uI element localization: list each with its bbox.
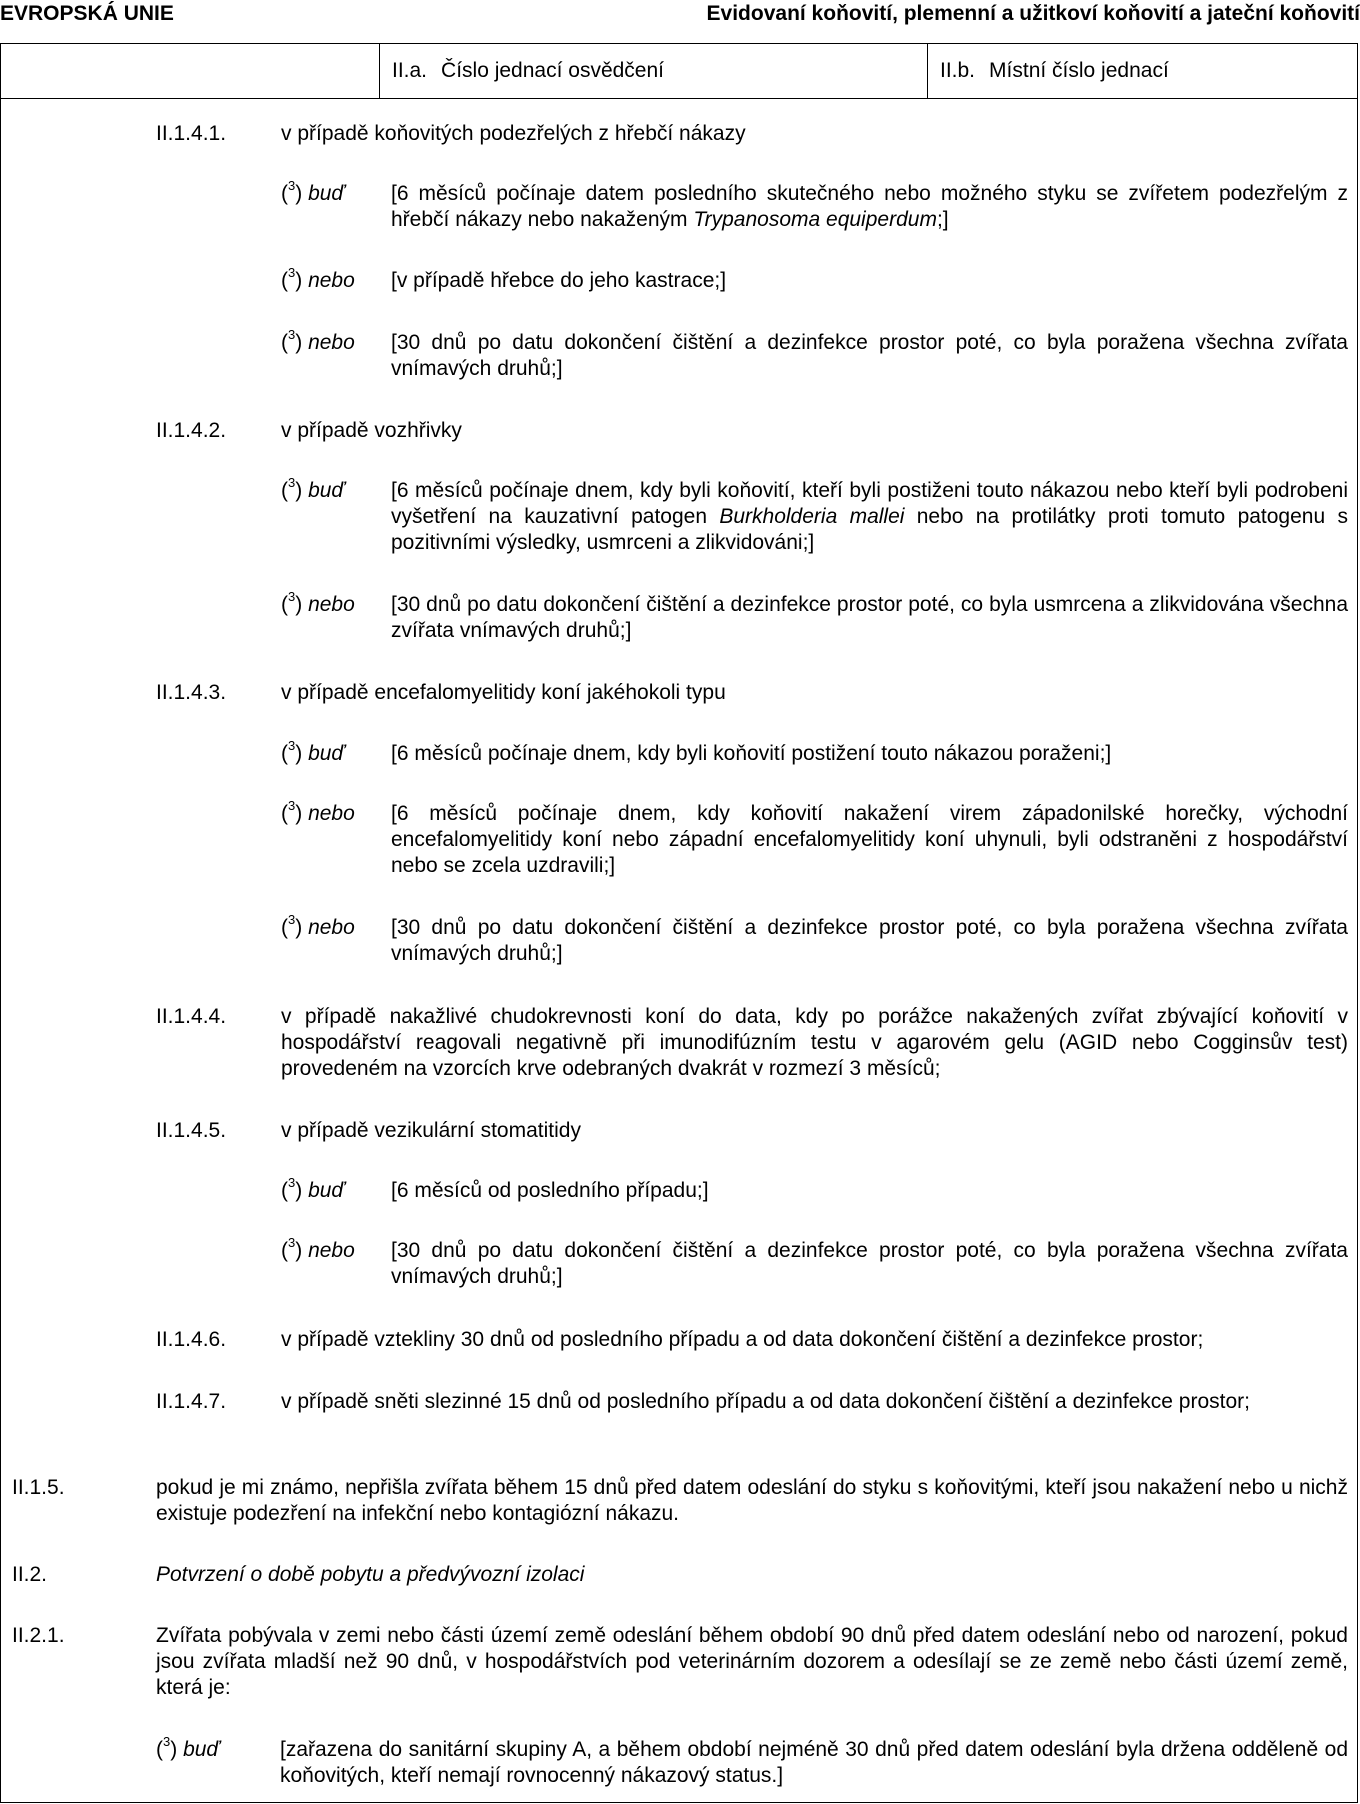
section-number: II.1.4.7. xyxy=(156,1390,227,1413)
option-marker: ($^3$) nebo xyxy=(281,798,355,825)
option-text: [30 dnů po datu dokončení čištění a dezinfekce prostor poté, co byla poražena všechna zvířata vnímavých druhů;] xyxy=(391,916,1348,965)
section-title: v případě vezikulární stomatitidy xyxy=(281,1119,581,1142)
option-text: [30 dnů po datu dokončení čištění a dezinfekce prostor poté, co byla usmrcena a zlikvidována všechna zvířata vnímavých druhů;] xyxy=(391,593,1348,642)
section-number: II.1.4.6. xyxy=(156,1328,227,1351)
option-text: [6 měsíců počínaje dnem, kdy byli koňovití postižení touto nákazou poraženi;] xyxy=(391,742,1112,765)
section-text: pokud je mi známo, nepřišla zvířata během 15 dnů před datem odeslání do styku s koňovitými, kteří jsou nakažení nebo u nichž existuje podezření na infekční nebo kontagiózní nákazu. xyxy=(156,1476,1348,1525)
option-marker: ($^3$) buď xyxy=(156,1734,220,1761)
section-text: v případě vztekliny 30 dnů od posledního případu a od data dokončení čištění a dezinfekce prostor; xyxy=(281,1328,1204,1351)
header-right: Evidovaní koňovití, plemenní a užitkoví koňovití a jateční koňovití xyxy=(706,2,1360,25)
option-text: [6 měsíců počínaje dnem, kdy byli koňovití, kteří byli postiženi touto nákazou nebo kteří byli podrobeni vyšetření na kauzativní patogen Burkholderia mallei nebo na protilátky proti tomuto patogenu s pozitivními výsledky, usmrceni a zlikvidováni;] xyxy=(391,479,1348,554)
option-marker: ($^3$) buď xyxy=(281,738,345,765)
option-text: [v případě hřebce do jeho kastrace;] xyxy=(391,269,727,292)
option-text: [30 dnů po datu dokončení čištění a dezinfekce prostor poté, co byla poražena všechna zvířata vnímavých druhů;] xyxy=(391,1239,1348,1288)
option-marker: ($^3$) nebo xyxy=(281,327,355,354)
reference-row xyxy=(1,44,1357,99)
section-number: II.1.5. xyxy=(12,1476,65,1499)
section-number: II.1.4.3. xyxy=(156,681,227,704)
section-title: v případě encefalomyelitidy koní jakéhokoli typu xyxy=(281,681,726,704)
section-number: II.1.4.5. xyxy=(156,1119,227,1142)
ref-b-label: II.b. xyxy=(940,59,976,82)
ref-b-text: Místní číslo jednací xyxy=(989,59,1169,82)
option-text: [6 měsíců od posledního případu;] xyxy=(391,1179,709,1202)
option-marker: ($^3$) nebo xyxy=(281,912,355,939)
section-number: II.2.1. xyxy=(12,1624,65,1647)
section-text: v případě nakažlivé chudokrevnosti koní do data, kdy po porážce nakažených zvířat zbývající koňovití v hospodářství reagovali negativně při imunodifúzním testu v agarovém gelu (AGID nebo Cogginsův test) provedeném na vzorcích krve odebraných dvakrát v rozmezí 3 měsíců; xyxy=(281,1005,1348,1080)
section-text: Zvířata pobývala v zemi nebo části území země odeslání během období 90 dnů před datem odeslání nebo od narození, pokud jsou zvířata mladší než 90 dnů, v hospodářstvích pod veterinárním dozorem a odesílají se ze země nebo části území země, která je: xyxy=(156,1624,1348,1699)
section-number: II.1.4.1. xyxy=(156,122,227,145)
option-text: [zařazena do sanitární skupiny A, a během období nejméně 30 dnů před datem odeslání byla držena odděleně od koňovitých, kteří nemají rovnocenný nákazový status.] xyxy=(280,1738,1348,1787)
option-marker: ($^3$) nebo xyxy=(281,1235,355,1262)
ref-a-text: Číslo jednací osvědčení xyxy=(441,59,664,82)
section-title: v případě vozhřivky xyxy=(281,419,462,442)
section-text: v případě sněti slezinné 15 dnů od posledního případu a od data dokončení čištění a dezinfekce prostor; xyxy=(281,1390,1250,1413)
option-text: [6 měsíců počínaje datem posledního skutečného nebo možného styku se zvířetem podezřelým z hřebčí nákazy nebo nakaženým Trypanosoma equiperdum;] xyxy=(391,182,1348,231)
option-marker: ($^3$) buď xyxy=(281,475,345,502)
ref-a-cell xyxy=(379,44,928,98)
section-number: II.2. xyxy=(12,1563,48,1586)
option-text: [6 měsíců počínaje dnem, kdy koňovití nakažení virem západonilské horečky, východní encefalomyelitidy koní nebo západní encefalomyelitidy koní uhynuli, byli odstraněni z hospodářství nebo se zcela uzdravili;] xyxy=(391,802,1348,877)
option-marker: ($^3$) nebo xyxy=(281,589,355,616)
section-number: II.1.4.4. xyxy=(156,1005,227,1028)
section-title: Potvrzení o době pobytu a předvývozní izolaci xyxy=(156,1563,585,1586)
option-text: [30 dnů po datu dokončení čištění a dezinfekce prostor poté, co byla poražena všechna zvířata vnímavých druhů;] xyxy=(391,331,1348,380)
option-marker: ($^3$) buď xyxy=(281,178,345,205)
ref-b-cell xyxy=(927,44,1357,98)
section-number: II.1.4.2. xyxy=(156,419,227,442)
option-marker: ($^3$) buď xyxy=(281,1175,345,1202)
option-marker: ($^3$) nebo xyxy=(281,265,355,292)
section-title: v případě koňovitých podezřelých z hřebčí nákazy xyxy=(281,122,746,145)
ref-a-label: II.a. xyxy=(392,59,428,82)
header-left: EVROPSKÁ UNIE xyxy=(0,2,174,25)
